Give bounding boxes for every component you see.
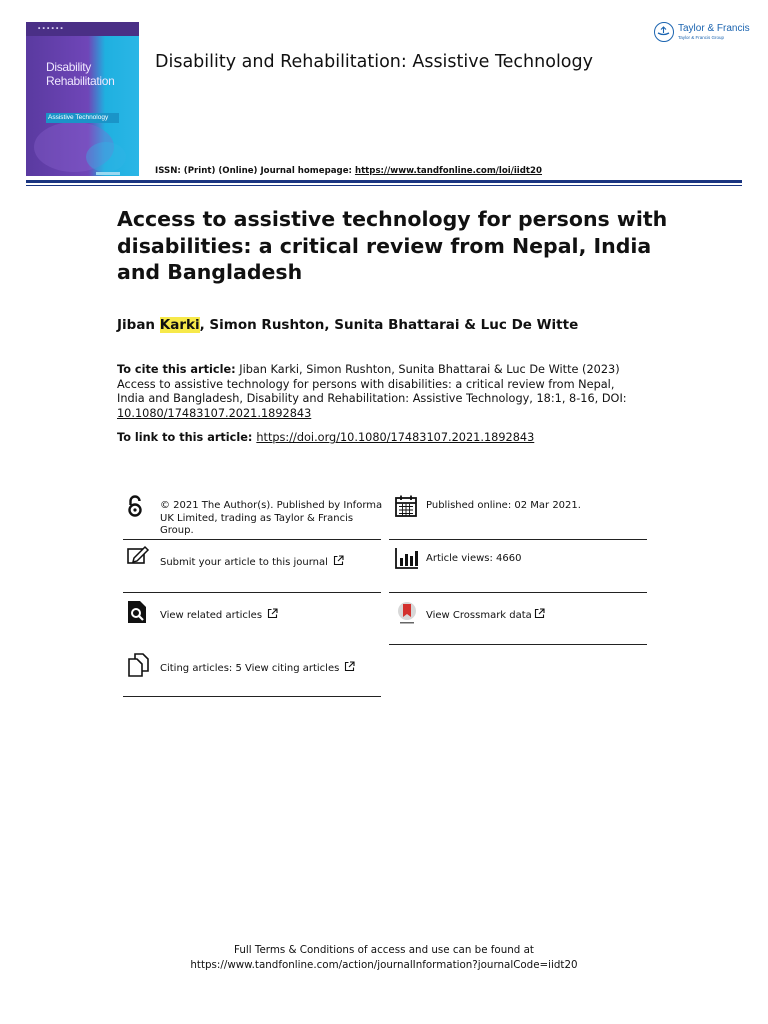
cover-subtitle [46,113,119,123]
divider [389,592,647,593]
external-link-icon [534,608,545,619]
footer-line: Full Terms & Conditions of access and use can be found at [234,944,534,956]
divider [389,644,647,645]
journal-title: Disability and Rehabilitation: Assistive Technology [155,52,593,72]
crossmark-link[interactable] [426,608,545,623]
citation-doi-link[interactable]: 10.1080/17483107.2021.1892843 [117,406,312,420]
publisher-name: Taylor & Francis [678,23,750,34]
open-access-icon [124,494,148,518]
divider [123,592,381,593]
article-views: Article views: 4660 [426,553,522,564]
published-date: Published online: 02 Mar 2021. [426,500,581,511]
crossmark-label: View Crossmark data [426,610,532,621]
divider [123,539,381,540]
cover-title-line: Disability [46,60,92,74]
journal-homepage-link[interactable]: https://www.tandfonline.com/loi/iidt20 [354,166,542,176]
cover-title [46,60,115,88]
edit-icon [126,544,150,568]
article-authors [117,317,578,333]
article-title: Access to assistive technology for persons with disabilities: a critical review from Nepal, India and Bangladesh [117,207,668,284]
article-doi-url[interactable]: https://doi.org/10.1080/17483107.2021.1892843 [256,431,535,444]
cover-top-bar: ▪ ▪ ▪ ▪ ▪ ▪ [26,22,139,36]
citation-block [117,363,637,421]
citation-text: Jiban Karki, Simon Rushton, Sunita Bhattarai & Luc De Witte (2023) Access to assistive technology for persons with disabilities: a critical review from Nepal, India and Bangladesh, Disability and Rehabilitation: Assistive Technology, 18:1, 8-16, DOI: [117,363,627,405]
publisher-subname: Taylor & Francis Group [678,35,725,40]
author-first-name: Jiban [117,317,160,333]
copyright-notice: © 2021 The Author(s). Published by Informa UK Limited, trading as Taylor & Francis Group. [160,500,383,536]
authors-rest: , Simon Rushton, Sunita Bhattarai & Luc De Witte [199,317,579,333]
cover-decoration [86,142,126,172]
author-highlighted-name: Karki [159,317,200,333]
divider [389,539,647,540]
issn-label: ISSN: (Print) (Online) Journal homepage: [155,166,355,176]
external-link-icon [344,661,355,672]
article-views-icon [395,546,419,570]
journal-cover-image [26,22,139,176]
related-articles-label: View related articles [160,610,263,621]
footer-terms [0,943,768,972]
citing-articles-label: Citing articles: 5 View citing articles [160,663,340,674]
external-link-icon [333,555,344,566]
issn-line [155,166,542,176]
external-link-icon [267,608,278,619]
citing-articles-icon [127,653,151,677]
article-link-label: To link to this article: [117,431,257,444]
related-articles-icon [126,600,150,624]
submit-article-link[interactable] [160,555,344,570]
citation-label: To cite this article: [117,363,236,376]
footer-terms-link[interactable]: https://www.tandfonline.com/action/journalInformation?journalCode=iidt20 [190,958,578,971]
article-link-line [117,431,534,444]
submit-article-label: Submit your article to this journal [160,557,328,568]
cover-title-line: Rehabilitation [46,74,115,88]
related-articles-link[interactable] [160,608,278,623]
header-divider [26,180,742,183]
cover-publisher-logo [96,172,120,175]
crossmark-icon [395,601,419,625]
citing-articles-link[interactable] [160,661,355,676]
calendar-icon [394,494,418,518]
header-divider-thin [26,185,742,186]
divider [123,696,381,697]
cover-subtitle-text: Assistive Technology [48,114,109,121]
publisher-logo-icon [654,22,674,42]
